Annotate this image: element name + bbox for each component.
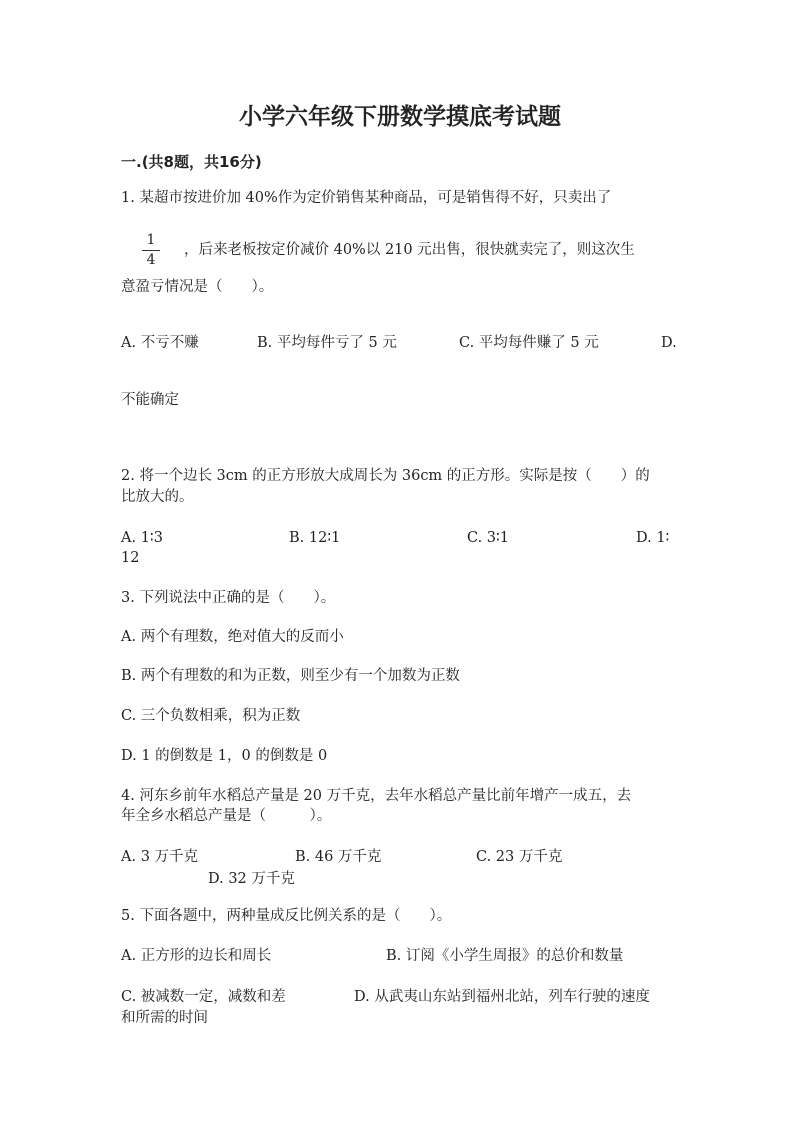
q5-line-1: 5. 下面各题中，两种量成反比例关系的是（ ）。	[121, 908, 452, 924]
q3-option-d: D. 1 的倒数是 1，0 的倒数是 0	[121, 748, 328, 764]
q4-line-2: 年全乡水稻总产量是（ ）。	[121, 808, 332, 824]
q4-option-d: D. 32 万千克	[208, 871, 295, 887]
q1-option-a: A. 不亏不赚	[121, 335, 199, 351]
q4-option-c: C. 23 万千克	[476, 849, 563, 865]
q5-option-c: C. 被减数一定，减数和差	[121, 989, 286, 1005]
q1-option-b: B. 平均每件亏了 5 元	[257, 335, 397, 351]
q3-line-1: 3. 下列说法中正确的是（ ）。	[121, 590, 336, 606]
q1-fraction	[140, 232, 162, 269]
q5-option-b: B. 订阅《小学生周报》的总价和数量	[386, 948, 624, 964]
q1-option-d-continuation: 不能确定	[121, 392, 179, 408]
q1-line-2: ，后来老板按定价减价 40%以 210 元出售，很快就卖完了，则这次生	[184, 242, 635, 258]
q4-line-1: 4. 河东乡前年水稻总产量是 20 万千克，去年水稻总产量比前年增产一成五，去	[121, 788, 632, 804]
q2-option-c: C. 3∶1	[467, 530, 510, 546]
q2-option-d-continuation: 12	[121, 550, 140, 566]
q3-option-b: B. 两个有理数的和为正数，则至少有一个加数为正数	[121, 668, 460, 684]
q1-fraction-numerator: 1	[146, 232, 156, 248]
q5-option-a: A. 正方形的边长和周长	[121, 948, 272, 964]
q2-line-2: 比放大的。	[121, 489, 194, 505]
q1-fraction-denominator: 4	[146, 252, 156, 268]
q1-option-c: C. 平均每件赚了 5 元	[459, 335, 599, 351]
q1-line-1: 1. 某超市按进价加 40%作为定价销售某种商品，可是销售得不好，只卖出了	[121, 190, 612, 206]
q4-option-a: A. 3 万千克	[121, 849, 199, 865]
q4-option-b: B. 46 万千克	[295, 849, 382, 865]
q1-option-d: D.	[661, 335, 677, 351]
page-title: 小学六年级下册数学摸底考试题	[239, 104, 561, 130]
fraction-bar	[142, 250, 160, 251]
q5-option-d: D. 从武夷山东站到福州北站，列车行驶的速度	[354, 989, 650, 1005]
q2-line-1: 2. 将一个边长 3cm 的正方形放大成周长为 36cm 的正方形。实际是按（ ）的	[121, 468, 650, 484]
q1-line-3: 意盈亏情况是（ ）。	[121, 279, 274, 295]
section-heading: 一.(共8题，共16分)	[121, 153, 262, 171]
q3-option-a: A. 两个有理数，绝对值大的反而小	[121, 629, 344, 645]
q2-option-b: B. 12∶1	[289, 530, 341, 546]
q5-option-d-continuation: 和所需的时间	[121, 1010, 208, 1026]
q2-option-a: A. 1∶3	[121, 530, 163, 546]
q3-option-c: C. 三个负数相乘，积为正数	[121, 708, 301, 724]
q2-option-d: D. 1∶	[636, 530, 670, 546]
